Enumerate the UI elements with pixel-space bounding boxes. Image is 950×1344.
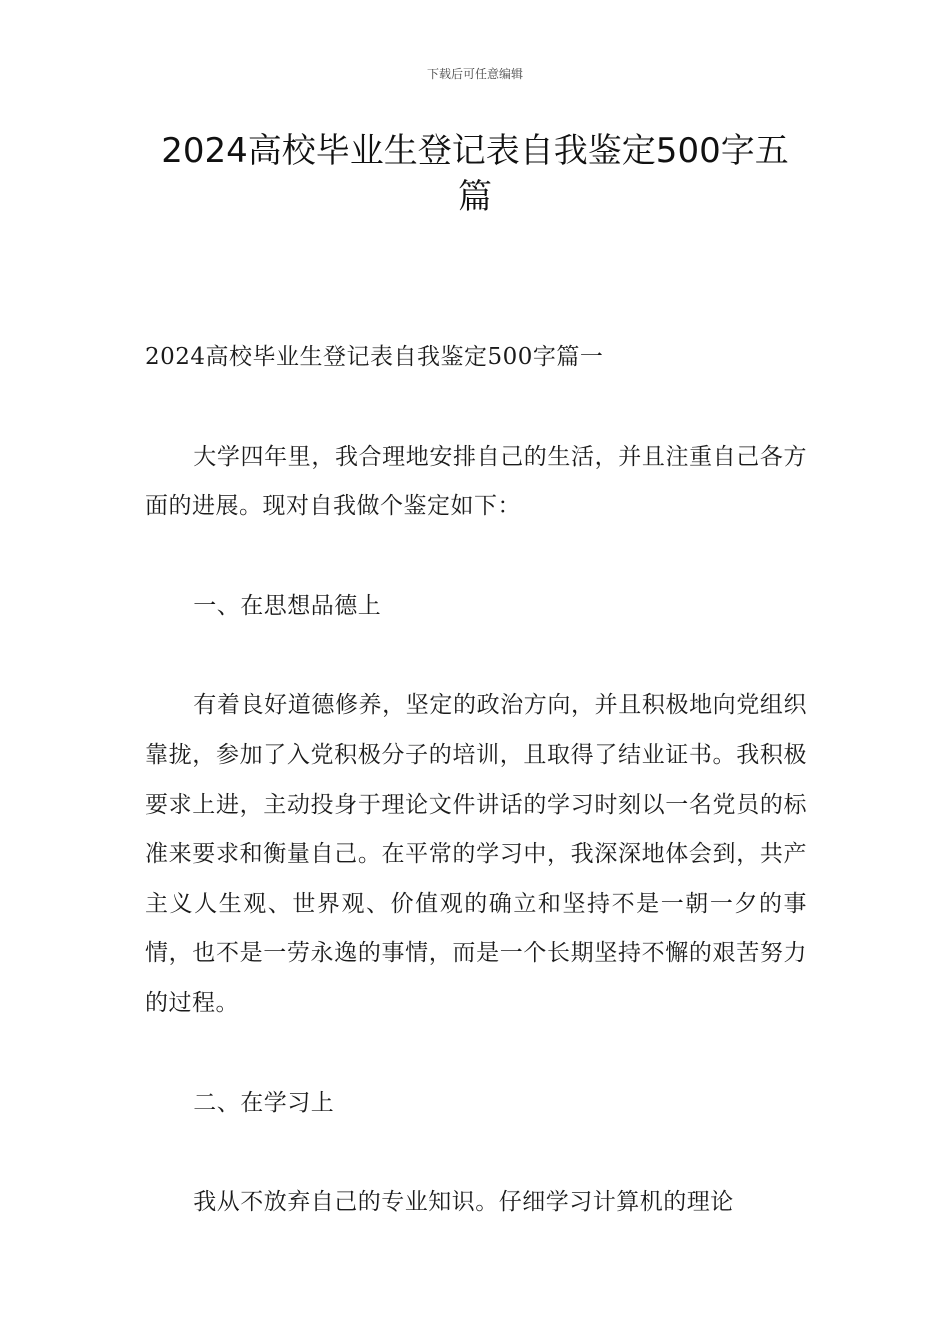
- document-body: [145, 333, 807, 1228]
- morality-paragraph: 有着良好道德修养，坚定的政治方向，并且积极地向党组织靠拢，参加了入党积极分子的培训，且取得了结业证书。我积极要求上进，主动投身于理论文件讲话的学习时刻以一名党员的标准来要求和衡量自己。在平常的学习中，我深深地体会到，共产主义人生观、世界观、价值观的确立和坚持不是一朝一夕的事情，也不是一劳永逸的事情，而是一个长期坚持不懈的艰苦努力的过程。: [145, 692, 807, 1016]
- section-heading-study: 二、在学习上: [193, 1089, 335, 1116]
- section-subtitle: 2024高校毕业生登记表自我鉴定500字篇一: [145, 344, 604, 370]
- section-heading-morality: 一、在思想品德上: [193, 592, 382, 619]
- header-note: 下载后可任意编辑: [426, 67, 523, 81]
- document-title: 2024高校毕业生登记表自我鉴定500字五篇: [161, 131, 789, 217]
- study-paragraph: 我从不放弃自己的专业知识。仔细学习计算机的理论: [193, 1189, 734, 1216]
- intro-paragraph: 大学四年里，我合理地安排自己的生活，并且注重自己各方面的进展。现对自我做个鉴定如下：: [145, 443, 807, 520]
